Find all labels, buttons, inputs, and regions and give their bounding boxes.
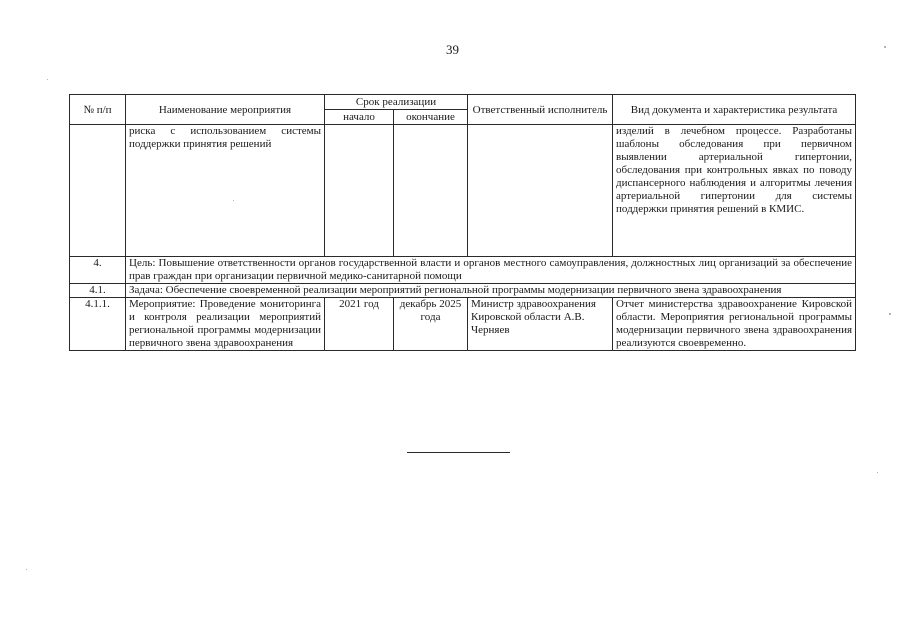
cell-executor: Министр здравоохранения Кировской области А.В. Черняев [468, 298, 613, 351]
page-number: 39 [446, 42, 459, 57]
cell-end: декабрь 2025 года [394, 298, 468, 351]
footer-separator-line [407, 452, 510, 453]
scan-speck [233, 200, 234, 201]
scan-speck [877, 472, 878, 473]
scan-speck [47, 79, 48, 80]
cell-task-text: Задача: Обеспечение своевременной реализации мероприятий региональной программы модернизации первичного звена здравоохранения [126, 284, 856, 298]
scan-speck [26, 569, 27, 570]
table-row-goal [70, 257, 856, 284]
header-activity-name: Наименование мероприятия [126, 95, 325, 125]
table-row-task [70, 284, 856, 298]
header-period-end: окончание [394, 110, 468, 125]
cell-end [394, 125, 468, 257]
cell-start [325, 125, 394, 257]
table-header-row [70, 95, 856, 110]
header-executor: Ответственный исполнитель [468, 95, 613, 125]
header-period: Срок реализации [325, 95, 468, 110]
cell-result: изделий в лечебном процессе. Разработаны шаблоны обследования при первичном выявлении артериальной гипертонии, обследования при контрольных явках по поводу диспансерного наблюдения и алгоритмы лечения артериальной гипертонии для системы поддержки принятия решений в КМИС. [613, 125, 856, 257]
header-period-start: начало [325, 110, 394, 125]
cell-number: 4.1.1. [70, 298, 126, 351]
cell-result: Отчет министерства здравоохранение Кировской области. Мероприятия региональной программы модернизации первичного звена здравоохранения реализуются своевременно. [613, 298, 856, 351]
cell-number [70, 125, 126, 257]
cell-start: 2021 год [325, 298, 394, 351]
header-number: № п/п [70, 95, 126, 125]
cell-number: 4.1. [70, 284, 126, 298]
header-result: Вид документа и характеристика результата [613, 95, 856, 125]
scan-speck [889, 313, 891, 315]
cell-executor [468, 125, 613, 257]
cell-goal-text: Цель: Повышение ответственности органов государственной власти и органов местного самоуправления, должностных лиц организаций за обеспечение прав граждан при организации первичной медико-санитарной помощи [126, 257, 856, 284]
activities-table [69, 94, 856, 351]
cell-number: 4. [70, 257, 126, 284]
scan-speck [884, 46, 886, 48]
cell-activity-name: Мероприятие: Проведение мониторинга и контроля реализации мероприятий региональной программы модернизации первичного звена здравоохранения [126, 298, 325, 351]
cell-activity-name: риска с использованием системы поддержки принятия решений [126, 125, 325, 257]
table-row [70, 125, 856, 257]
table-row [70, 298, 856, 351]
